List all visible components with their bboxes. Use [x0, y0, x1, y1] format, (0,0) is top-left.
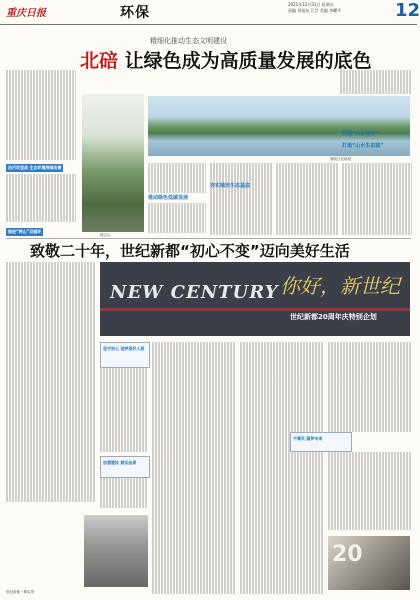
newspaper-logo: 重庆日报 [6, 8, 46, 19]
feature-col-d2 [328, 452, 412, 534]
feature-subhead-1: 坚守初心 逐梦美好人居 [103, 346, 145, 351]
river-city-photo-caption: 嘉陵江北碚段 [330, 157, 351, 161]
anniversary-photo [328, 536, 410, 590]
lead-col-b [210, 163, 272, 237]
lead-headline-text: 让绿色成为高质量发展的底色 [124, 50, 372, 72]
feature-col-b [152, 342, 236, 596]
section-divider [6, 238, 411, 239]
feature-col-a [100, 368, 148, 454]
mountain-photo [82, 94, 144, 232]
lead-right-top-column [340, 70, 412, 94]
residential-photo [84, 515, 148, 587]
lead-left-column-2 [6, 174, 76, 226]
feature-left-column [6, 262, 96, 512]
feature-headline: 致敬二十年，世纪新都“初心不变”迈向美好生活 [30, 242, 350, 260]
lead-col-c [276, 163, 338, 237]
feature-subhead-box-1 [100, 342, 150, 368]
lead-col-a2 [148, 203, 206, 237]
feature-subhead-2: 加强建设 做实品质 [103, 460, 137, 465]
residential-photo-caption: 世纪新都一期实景 [6, 590, 34, 594]
banner-subtitle: 世纪新都20周年庆特别企划 [290, 313, 377, 321]
masthead [0, 0, 420, 25]
lead-headline [80, 46, 372, 73]
side-subhead-1: 治污攻坚战 生态环境持续改善 [8, 165, 62, 170]
issue-date: 2021年12月31日 星期五 [288, 2, 334, 7]
feature-subhead-3: 不辜负 圆梦未来 [293, 436, 323, 441]
anniversary-banner [100, 262, 410, 336]
mountain-photo-caption: 缙云山 [100, 233, 111, 237]
right-subhead-2: 打造“山水生态圆” [342, 143, 384, 149]
year-badge: 20 [332, 542, 363, 567]
lead-kicker: 精细化推动生态文明建设 [150, 37, 227, 45]
issue-editors: 责编 刘旭东 江芸 美编 李曜平 [288, 8, 342, 13]
page-number: 12 [395, 0, 420, 21]
banner-english-title: NEW CENTURY [110, 282, 279, 303]
lead-col-d [342, 163, 412, 237]
feature-col-d [328, 342, 412, 432]
feature-subhead-box-2 [100, 456, 150, 478]
side-subhead-2: 推进“两山”双循环 [8, 229, 42, 234]
section-title: 环保 [120, 5, 150, 21]
feature-col-c [240, 342, 324, 596]
banner-chinese-title: 你好，新世纪 [280, 274, 400, 298]
right-subhead: 打造“山水城市” [342, 131, 379, 137]
lead-left-column [6, 70, 76, 162]
mid-subhead: 推动绿色低碳发展 [148, 195, 189, 201]
issue-meta [288, 2, 380, 14]
mid-subhead-2: 夯实城市生态基底 [210, 183, 251, 189]
feature-col-a2 [100, 478, 148, 512]
lead-headline-location: 北碚 [80, 50, 119, 72]
lead-col-a [148, 163, 206, 193]
banner-stripe [100, 308, 410, 311]
feature-subhead-box-3 [290, 432, 352, 452]
